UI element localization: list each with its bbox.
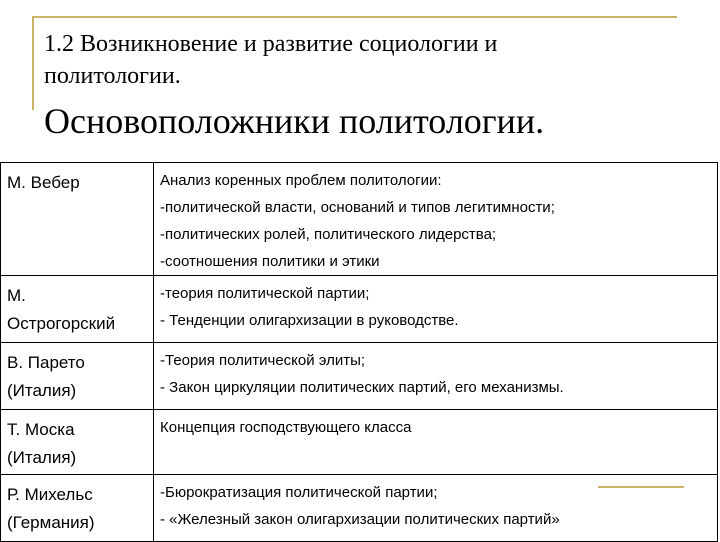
founder-name: М. [7,286,26,305]
founder-name: Р. Михельс [7,485,93,504]
table-row [1,276,718,343]
decorative-top-line [32,16,677,18]
contribution-line: Анализ коренных проблем политологии: [160,172,442,189]
table-row [1,410,718,475]
contribution-cell [154,163,718,276]
decorative-left-line [32,16,34,110]
contribution-line: - Тенденции олигархизации в руководстве. [160,312,459,329]
contribution-line: - Закон циркуляции политических партий, его механизмы. [160,379,564,396]
contribution-line: -политических ролей, политического лидерства; [160,226,497,243]
founder-name-extra: (Италия) [7,381,77,400]
contribution-cell [154,475,718,542]
subtitle-line-1: 1.2 Возникновение и развитие социологии и [44,31,498,57]
founder-name-cell [1,276,154,343]
contribution-line: -Теория политической элиты; [160,352,366,369]
contribution-line: -политической власти, оснований и типов легитимности; [160,199,555,216]
founder-name: В. Парето [7,353,85,372]
contribution-line: -теория политической партии; [160,285,370,302]
table-row [1,343,718,410]
contribution-line: Концепция господствующего класса [160,419,412,436]
slide-title: Основоположники политологии. [44,101,545,141]
founder-name-extra: Острогорский [7,314,116,333]
founder-name-cell [1,343,154,410]
contribution-line: - «Железный закон олигархизации политических партий» [160,511,560,528]
table-row [1,475,718,542]
contribution-cell [154,410,718,475]
contribution-cell [154,276,718,343]
contribution-line: -Бюрократизация политической партии; [160,484,438,501]
contribution-line: -соотношения политики и этики [160,253,380,270]
table-row [1,163,718,276]
founder-name: М. Вебер [7,173,80,192]
founder-name-cell [1,475,154,542]
founder-name: Т. Моска [7,420,75,439]
founder-name-extra: (Италия) [7,448,77,467]
founder-name-cell [1,163,154,276]
slide-subtitle [44,28,684,92]
founder-name-extra: (Германия) [7,513,95,532]
subtitle-line-2: политологии. [44,63,181,89]
contribution-cell [154,343,718,410]
founder-name-cell [1,410,154,475]
founders-table [0,162,718,542]
